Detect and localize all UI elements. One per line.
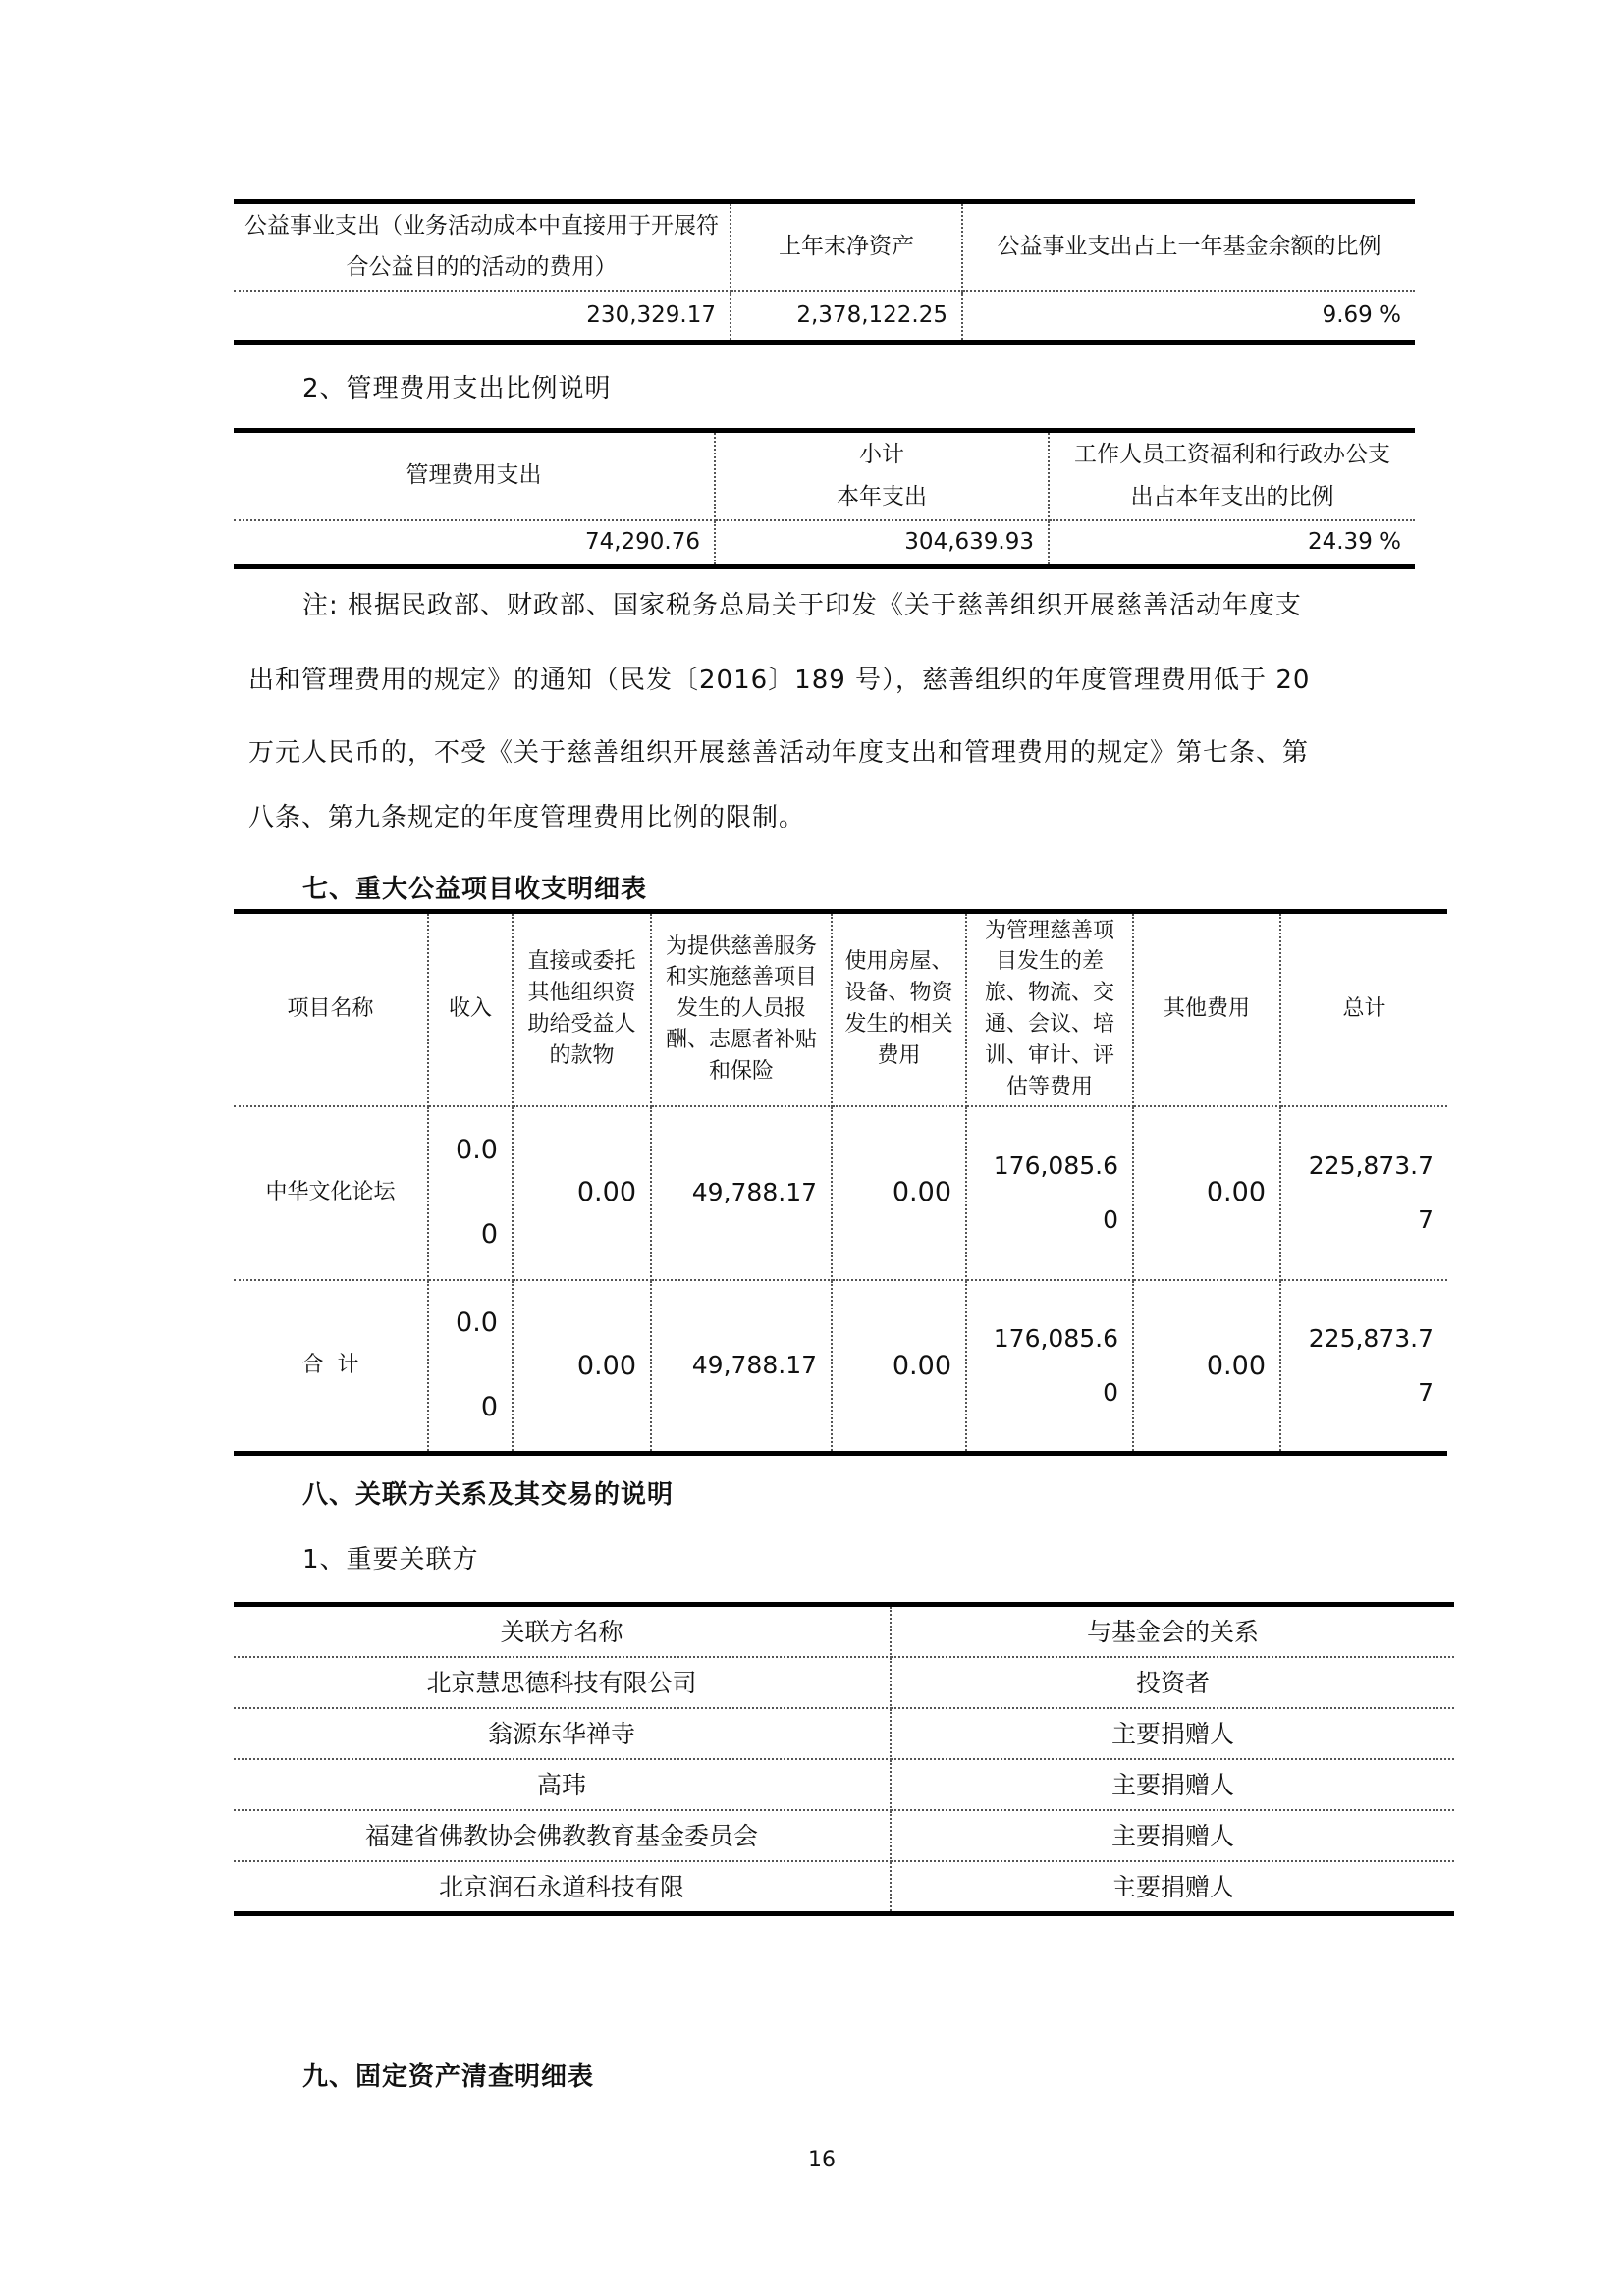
header-party-name: 关联方名称 (234, 1605, 891, 1658)
value-management-expense: 74,290.76 (234, 520, 715, 567)
cell-relationship: 主要捐赠人 (891, 1708, 1454, 1759)
cell-relationship: 主要捐赠人 (891, 1810, 1454, 1861)
cell-direct-grants: 0.00 (513, 1280, 651, 1454)
cell-facilities: 0.00 (832, 1106, 966, 1280)
header-subtotal-annual-expense (715, 431, 1049, 520)
table-row (234, 1759, 1454, 1810)
note-line-3: 万元人民币的，不受《关于慈善组织开展慈善活动年度支出和管理费用的规定》第七条、第 (248, 738, 1310, 768)
header-total: 总计 (1280, 912, 1447, 1106)
cell-income: 0.00 (428, 1280, 513, 1454)
header-other-expenses: 其他费用 (1133, 912, 1280, 1106)
header-personnel: 为提供慈善服务和实施慈善项目发生的人员报酬、志愿者补贴和保险 (651, 912, 832, 1106)
cell-personnel: 49,788.17 (651, 1280, 832, 1454)
table-row (234, 1657, 1454, 1708)
header-management-costs: 为管理慈善项目发生的差旅、物流、交通、会议、培训、审计、评估等费用 (966, 912, 1133, 1106)
section-8-subheading: 1、重要关联方 (302, 1545, 479, 1575)
cell-management-costs: 176,085.60 (966, 1106, 1133, 1280)
section-7-heading: 七、重大公益项目收支明细表 (302, 875, 648, 904)
header-staff-admin-ratio: 工作人员工资福利和行政办公支出占本年支出的比例 (1049, 431, 1415, 520)
note-line-4: 八条、第九条规定的年度管理费用比例的限制。 (248, 803, 806, 832)
management-expense-table (234, 428, 1415, 569)
header-project-name: 项目名称 (234, 912, 428, 1106)
cell-relationship: 投资者 (891, 1657, 1454, 1708)
cell-direct-grants: 0.00 (513, 1106, 651, 1280)
cell-income: 0.00 (428, 1106, 513, 1280)
table-row (234, 1280, 1447, 1454)
cell-party-name: 高玮 (234, 1759, 891, 1810)
cell-party-name: 北京润石永道科技有限 (234, 1861, 891, 1914)
value-expense-ratio: 9.69 % (1322, 301, 1401, 328)
header-direct-grants: 直接或委托其他组织资助给受益人的款物 (513, 912, 651, 1106)
value-public-welfare-expense: 230,329.17 (234, 291, 731, 343)
table-row (234, 1861, 1454, 1914)
header-public-welfare-expense: 公益事业支出（业务活动成本中直接用于开展符合公益目的的活动的费用） (234, 202, 731, 291)
cell-personnel: 49,788.17 (651, 1106, 832, 1280)
header-expense-ratio: 公益事业支出占上一年基金余额的比例 (962, 202, 1415, 291)
section-2-heading: 2、管理费用支出比例说明 (302, 374, 612, 403)
related-parties-table (234, 1602, 1454, 1916)
header-prior-net-assets: 上年末净资产 (731, 202, 962, 291)
cell-party-name: 北京慧思德科技有限公司 (234, 1657, 891, 1708)
table-row (234, 1106, 1447, 1280)
cell-other-expenses: 0.00 (1133, 1106, 1280, 1280)
cell-relationship: 主要捐赠人 (1110, 1872, 1234, 1901)
cell-facilities: 0.00 (832, 1280, 966, 1454)
table-row (234, 1810, 1454, 1861)
value-staff-admin-ratio: 24.39 % (1307, 529, 1401, 556)
cell-relationship: 主要捐赠人 (891, 1759, 1454, 1810)
cell-party-name: 翁源东华禅寺 (234, 1708, 891, 1759)
header-annual-expense: 本年支出 (837, 483, 927, 509)
cell-other-expenses: 0.00 (1133, 1280, 1280, 1454)
value-annual-expense: 304,639.93 (715, 520, 1049, 567)
cell-management-costs: 176,085.60 (966, 1280, 1133, 1454)
header-facilities: 使用房屋、设备、物资发生的相关费用 (832, 912, 966, 1106)
major-projects-table (234, 909, 1447, 1456)
cell-project-name: 合 计 (234, 1280, 428, 1454)
cell-total: 225,873.77 (1280, 1106, 1447, 1280)
page-number: 16 (808, 2148, 836, 2172)
header-relationship: 与基金会的关系 (891, 1605, 1454, 1658)
section-8-heading: 八、关联方关系及其交易的说明 (302, 1480, 675, 1510)
cell-project-name: 中华文化论坛 (234, 1106, 428, 1280)
value-prior-net-assets: 2,378,122.25 (731, 291, 962, 343)
table-row (234, 1708, 1454, 1759)
header-management-expense: 管理费用支出 (234, 431, 715, 520)
note-line-1: 注: 根据民政部、财政部、国家税务总局关于印发《关于慈善组织开展慈善活动年度支 (302, 591, 1303, 620)
section-9-heading: 九、固定资产清查明细表 (302, 2062, 595, 2092)
note-line-2: 出和管理费用的规定》的通知（民发〔2016〕189 号），慈善组织的年度管理费用低于 20 (248, 666, 1311, 695)
header-subtotal: 小计 (859, 442, 904, 468)
cell-party-name: 福建省佛教协会佛教教育基金委员会 (234, 1810, 891, 1861)
cell-total: 225,873.77 (1308, 1324, 1434, 1408)
public-welfare-expense-table (234, 199, 1415, 345)
header-income: 收入 (428, 912, 513, 1106)
